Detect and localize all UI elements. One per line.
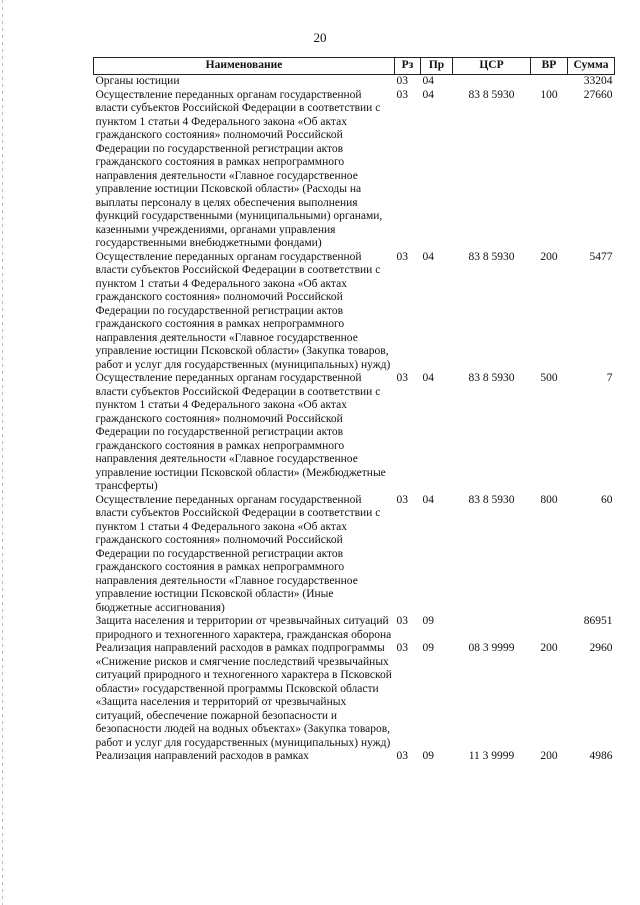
row-name: Органы юстиции <box>95 75 180 87</box>
header-csr: ЦСР <box>453 58 531 75</box>
page-number: 20 <box>313 30 327 45</box>
table-row <box>94 750 615 764</box>
row-pr: 09 <box>422 750 434 762</box>
row-csr: 08 3 9999 <box>468 642 515 654</box>
row-csr: 83 8 5930 <box>468 372 515 384</box>
row-vr <box>531 75 568 89</box>
row-rz: 03 <box>396 750 408 762</box>
row-csr <box>453 75 531 89</box>
row-pr: 04 <box>422 75 434 87</box>
row-sum: 33204 <box>583 75 613 87</box>
header-name: Наименование <box>94 58 395 75</box>
row-name: Осуществление переданных органам государственной власти субъектов Российской Федерации в соответствии с пунктом 1 статьи 4 Федерального закона «Об актах гражданского состояния» полномочий Российской Федерации по государственной регистрации актов гражданского состояния в рамках непрограммного направления деятельности «Главное государственное управление юстиции Псковской области» (Иные бюджетные ассигнования) <box>95 493 381 614</box>
row-name: Осуществление переданных органам государственной власти субъектов Российской Федерации в соответствии с пунктом 1 статьи 4 Федерального закона «Об актах гражданского состояния» полномочий Российской Федерации по государственной регистрации актов гражданского состояния в рамках непрограммного направления деятельности «Главное государственное управление юстиции Псковской области» (Межбюджетные трансферты) <box>95 372 386 492</box>
row-pr: 04 <box>422 250 434 263</box>
row-sum: 5477 <box>589 250 613 263</box>
row-csr: 83 8 5930 <box>468 250 515 263</box>
row-rz: 03 <box>396 372 408 384</box>
row-name: Реализация направлений расходов в рамках <box>95 750 309 762</box>
row-vr: 100 <box>540 88 558 101</box>
row-rz: 03 <box>396 88 408 101</box>
row-pr: 09 <box>422 642 434 654</box>
row-vr: 200 <box>540 642 558 654</box>
row-vr <box>531 615 568 642</box>
row-name: Реализация направлений расходов в рамках подпрограммы «Снижение рисков и смягчение последствий чрезвычайных ситуаций природного и техногенного характера в Псковской области» государственной программы Псковской области «Защита населения и территорий от чрезвычайных ситуаций, обеспечение пожарной безопасности и безопасности людей на водных объектах» (Закупка товаров, работ и услуг для государственных (муниципальных) нужд) <box>95 642 392 749</box>
row-sum: 60 <box>601 493 613 506</box>
row-name: Осуществление переданных органам государственной власти субъектов Российской Федерации в соответствии с пунктом 1 статьи 4 Федерального закона «Об актах гражданского состояния» полномочий Российской Федерации по государственной регистрации актов гражданского состояния в рамках непрограммного направления деятельности «Главное государственное управление юстиции Псковской области» (Закупка товаров, работ и услуг для государственных (муниципальных) нужд) <box>95 250 391 371</box>
row-vr: 200 <box>540 750 558 762</box>
table-row <box>94 75 615 89</box>
row-csr: 83 8 5930 <box>468 493 515 506</box>
table-row <box>94 642 615 750</box>
table-row <box>94 89 615 251</box>
header-sum: Сумма <box>568 58 615 75</box>
scan-edge-line <box>2 0 3 905</box>
row-sum: 86951 <box>583 615 613 627</box>
header-rz: Рз <box>395 58 421 75</box>
row-rz: 03 <box>396 250 408 263</box>
row-rz: 03 <box>396 75 408 87</box>
row-sum: 7 <box>606 372 613 384</box>
table-row <box>94 615 615 642</box>
row-name: Осуществление переданных органам государственной власти субъектов Российской Федерации в соответствии с пунктом 1 статьи 4 Федерального закона «Об актах гражданского состояния» полномочий Российской Федерации по государственной регистрации актов гражданского состояния в рамках непрограммного направления деятельности «Главное государственное управление юстиции Псковской области» (Расходы на выплаты персоналу в целях обеспечения выполнения функций государственными (муниципальными) органами, казенными учреждениями, органами управления государственными внебюджетными фондами) <box>95 88 383 249</box>
row-rz: 03 <box>396 615 408 627</box>
budget-table <box>93 57 615 764</box>
row-csr: 11 3 9999 <box>468 750 515 762</box>
table-header-row <box>94 58 615 75</box>
table-row <box>94 251 615 373</box>
row-pr: 04 <box>422 493 434 506</box>
row-rz: 03 <box>396 493 408 506</box>
row-pr: 04 <box>422 372 434 384</box>
row-csr: 83 8 5930 <box>468 88 515 101</box>
row-vr: 200 <box>540 250 558 263</box>
table-row <box>94 372 615 494</box>
row-rz: 03 <box>396 642 408 654</box>
header-pr: Пр <box>421 58 453 75</box>
row-pr: 04 <box>422 88 434 101</box>
row-csr <box>453 615 531 642</box>
header-vr: ВР <box>531 58 568 75</box>
row-vr: 800 <box>540 493 558 506</box>
row-sum: 4986 <box>589 750 613 762</box>
row-sum: 27660 <box>583 88 613 101</box>
row-pr: 09 <box>422 615 434 627</box>
table-row <box>94 494 615 616</box>
row-name: Защита населения и территории от чрезвычайных ситуаций природного и техногенного характера, гражданская оборона <box>95 615 392 641</box>
row-sum: 2960 <box>589 642 613 654</box>
row-vr: 500 <box>540 372 558 384</box>
